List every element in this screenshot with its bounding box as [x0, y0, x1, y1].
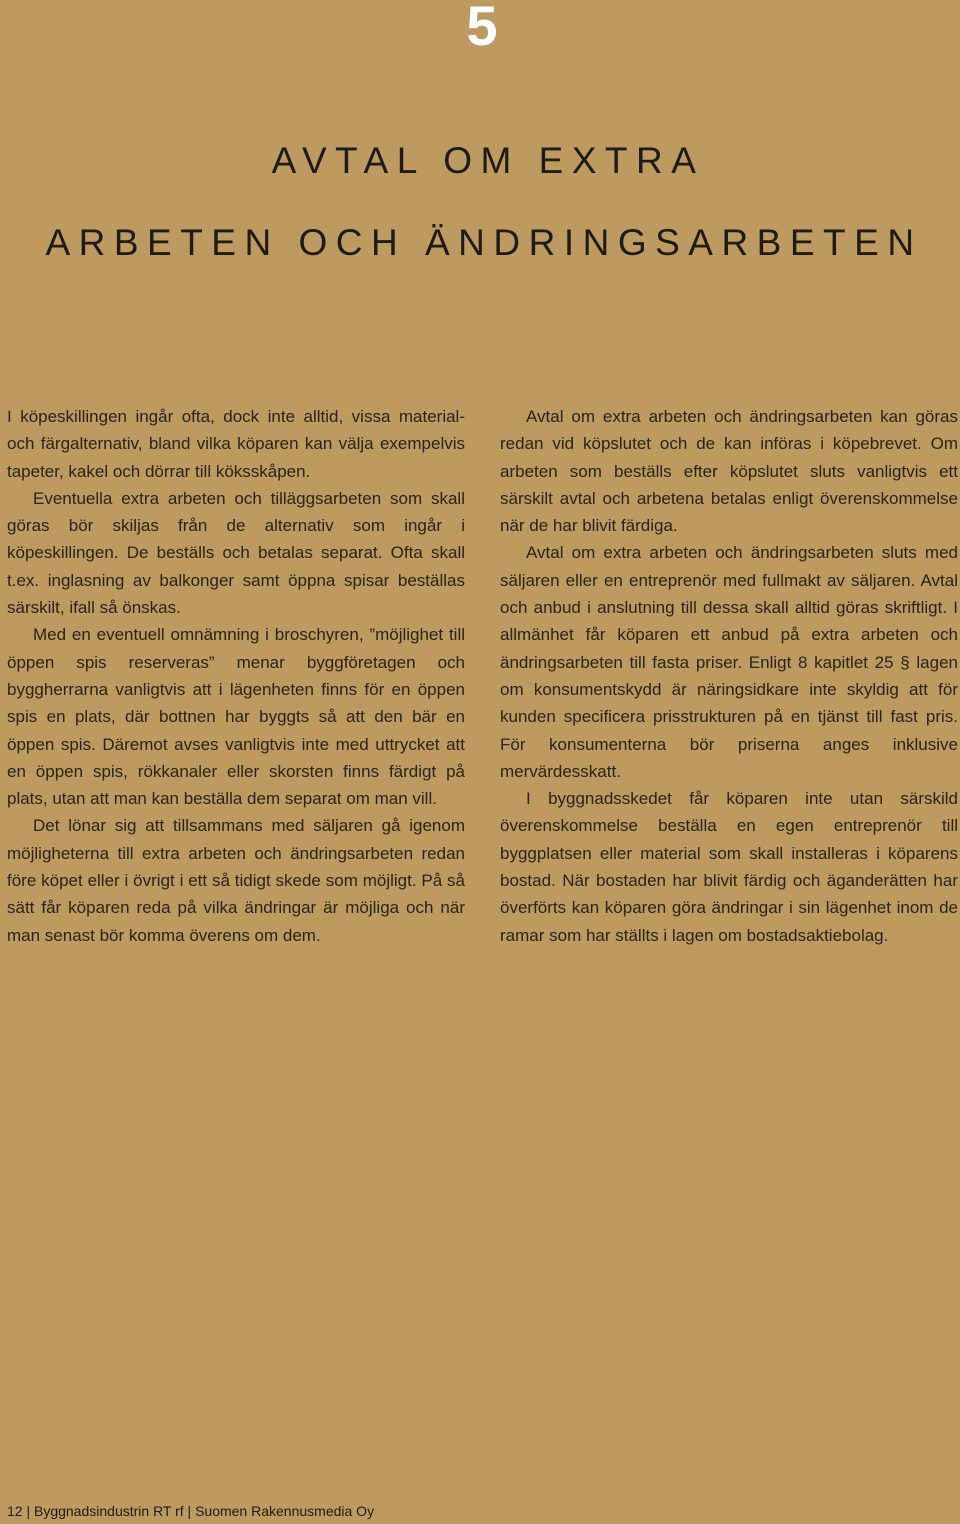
left-text-column [7, 403, 465, 949]
page-title-line-1: AVTAL OM EXTRA [271, 140, 705, 181]
right-paragraph-2: Avtal om extra arbeten och ändringsarbeten sluts med säljaren eller en entreprenör med fullmakt av säljaren. Avtal och anbud i anslutning till dessa skall alltid göras skriftligt. I allmänhet får köparen ett anbud på extra arbeten och ändringsarbeten till fasta priser. Enligt 8 kapitlet 25 § lagen om konsumentskydd är näringsidkare inte skyldig att för kunden specificera prisstrukturen på en tjänst till fast pris. För konsumenterna bör priserna anges inklusive mervärdesskatt. [500, 543, 958, 781]
right-paragraph-1: Avtal om extra arbeten och ändringsarbeten kan göras redan vid köpslutet och de kan införas i köpebrevet. Om arbeten som beställs efter köpslutet sluts vanligtvis ett särskilt avtal och arbetena betalas enligt överenskommelse när de har blivit färdiga. [500, 407, 958, 536]
page-title-line-2: ARBETEN OCH ÄNDRINGSARBETEN [45, 222, 923, 263]
left-paragraph-4: Det lönar sig att tillsammans med säljaren gå igenom möjligheterna till extra arbeten och ändringsarbeten redan före köpet eller i övrigt i ett så tidigt skede som möjligt. På så sätt får köparen reda på vilka ändringar är möjliga och när man senast bör komma överens om dem. [7, 816, 465, 945]
chapter-number: 5 [466, 0, 498, 57]
right-paragraph-3: I byggnadsskedet får köparen inte utan särskild överenskommelse beställa en egen entreprenör till byggplatsen eller material som skall installeras i köparens bostad. När bostaden har blivit färdig och äganderätten har överförts kan köparen göra ändringar i sin lägenhet inom de ramar som har ställts i lagen om bostadsaktiebolag. [500, 789, 958, 945]
left-paragraph-2: Eventuella extra arbeten och tilläggsarbeten som skall göras bör skiljas från de alternativ som ingår i köpeskillingen. De beställs och betalas separat. Ofta skall t.ex. inglasning av balkonger samt öppna spisar beställas särskilt, ifall så önskas. [7, 488, 465, 618]
left-paragraph-3: Med en eventuell omnämning i broschyren, ”möjlighet till öppen spis reserveras” menar byggföretagen och byggherrarna vanligtvis att i lägenheten finns för en öppen spis en plats, där bottnen har byggts så att den bär en öppen spis. Däremot avses vanligtvis inte med uttrycket att en öppen spis, rökkanaler eller skorsten finns färdigt på plats, utan att man kan beställa dem separat om man vill. [7, 625, 465, 809]
right-text-column [500, 403, 958, 949]
left-paragraph-1: I köpeskillingen ingår ofta, dock inte alltid, vissa material- och färgalternativ, bland vilka köparen kan välja exempelvis tapeter, kakel och dörrar till köksskåpen. [7, 407, 465, 481]
page-footer: 12 | Byggnadsindustrin RT rf | Suomen Rakennusmedia Oy [7, 1503, 375, 1519]
